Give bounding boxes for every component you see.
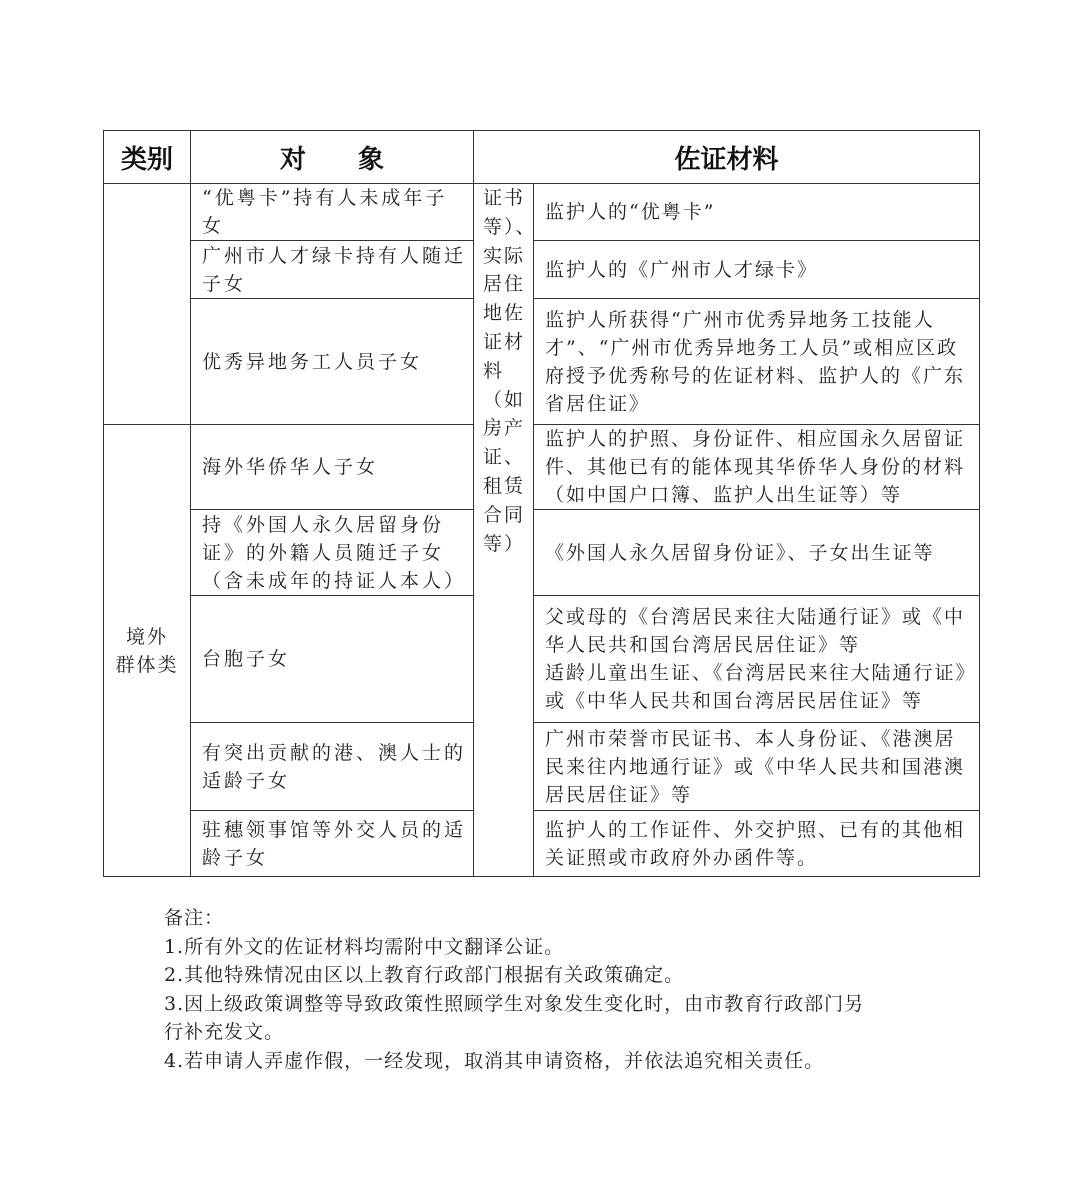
material-cell xyxy=(534,811,980,877)
notes-title: 备注： xyxy=(164,907,225,929)
header-target: 对 象 xyxy=(191,131,474,184)
target-cell: 广州市人才绿卡持有人随迁子女 xyxy=(191,241,474,299)
table-row xyxy=(104,425,980,510)
material-line: 监护人的工作证件、外交护照、已有的其他相关证照或市政府外办函件等。 xyxy=(545,818,966,869)
header-materials: 佐证材料 xyxy=(474,131,980,184)
category-label-line: 群体类 xyxy=(115,653,179,676)
material-cell xyxy=(534,723,980,811)
material-cell xyxy=(534,596,980,723)
target-cell: “优粤卡”持有人未成年子女 xyxy=(191,184,474,241)
table-row xyxy=(104,811,980,877)
category-cell-overseas-groups xyxy=(104,425,191,877)
material-cell xyxy=(534,241,980,299)
notes-section xyxy=(164,904,944,1075)
merged-residence-proof-cell: 证书等）、实际居住地佐证材料（如房产证、租赁合同等） xyxy=(474,184,534,877)
table-row xyxy=(104,241,980,299)
material-line: 广州市荣誉市民证书、本人身份证、《港澳居民来往内地通行证》或《中华人民共和国港澳居民居住证》等 xyxy=(545,727,966,806)
note-item: 3.因上级政策调整等导致政策性照顾学生对象发生变化时，由市教育行政部门另 xyxy=(164,992,865,1015)
material-line: 监护人的护照、身份证件、相应国永久居留证件、其他已有的能体现其华侨华人身份的材料（如中国户口簿、监护人出生证等）等 xyxy=(545,428,966,506)
material-line: 监护人所获得“广州市优秀异地务工技能人才”、“广州市优秀异地务工人员”或相应区政府授予优秀称号的佐证材料、监护人的《广东省居住证》 xyxy=(545,308,966,415)
table-row xyxy=(104,184,980,241)
target-cell: 台胞子女 xyxy=(191,596,474,723)
table-header-row xyxy=(104,131,980,184)
material-cell xyxy=(534,299,980,425)
table-row xyxy=(104,299,980,425)
note-item: 4.若申请人弄虚作假，一经发现，取消其申请资格，并依法追究相关责任。 xyxy=(164,1049,825,1072)
material-line: 适龄儿童出生证、《台湾居民来往大陆通行证》或《中华人民共和国台湾居民居住证》等 xyxy=(545,662,968,712)
note-item-continuation: 行补充发文。 xyxy=(164,1021,285,1043)
material-cell xyxy=(534,510,980,596)
header-category: 类别 xyxy=(104,131,191,184)
material-line: 监护人的《广州市人才绿卡》 xyxy=(545,258,819,281)
table-row xyxy=(104,723,980,811)
category-label-line: 境外 xyxy=(125,625,168,648)
target-cell: 优秀异地务工人员子女 xyxy=(191,299,474,425)
note-item: 2.其他特殊情况由区以上教育行政部门根据有关政策确定。 xyxy=(164,964,685,986)
material-cell xyxy=(534,425,980,510)
category-cell-first-group xyxy=(104,184,191,425)
table-row xyxy=(104,510,980,596)
target-cell: 驻穗领事馆等外交人员的适龄子女 xyxy=(191,811,474,877)
material-line: 监护人的“优粤卡” xyxy=(545,201,716,223)
target-cell: 海外华侨华人子女 xyxy=(191,425,474,510)
table-row xyxy=(104,596,980,723)
target-cell: 有突出贡献的港、澳人士的适龄子女 xyxy=(191,723,474,811)
material-cell xyxy=(534,184,980,241)
material-line: 《外国人永久居留身份证》、子女出生证等 xyxy=(545,541,935,564)
policy-materials-table xyxy=(103,130,980,877)
material-line: 父或母的《台湾居民来往大陆通行证》或《中华人民共和国台湾居民居住证》等 xyxy=(545,606,966,656)
target-cell: 持《外国人永久居留身份证》的外籍人员随迁子女（含未成年的持证人本人） xyxy=(191,510,474,596)
note-item: 1.所有外文的佐证材料均需附中文翻译公证。 xyxy=(164,935,565,958)
